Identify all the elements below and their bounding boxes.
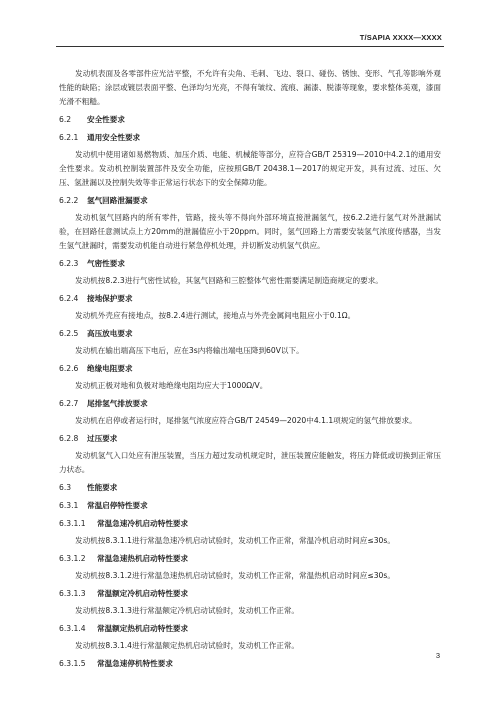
section-heading	[59, 292, 441, 306]
section-title: 安全性要求	[87, 115, 125, 124]
paragraph: 发动机氢气回路内的所有零件，管路，接头等不得向外部环境直接泄漏氢气，按6.2.2进行氢气对外泄漏试验，在回路任意测试点上方20mm的泄漏值应小于20ppm。同时，氢气回路上方需要安装氢气浓度传感器，当发生氢气泄漏时，需要发动机能自动进行紧急停机处理，并切断发动机氢气供应。	[59, 213, 441, 250]
section-number: 6.3.1	[59, 501, 79, 510]
section-title: 绝缘电阻要求	[87, 364, 133, 373]
section-number: 6.2.5	[59, 329, 79, 338]
section-number: 6.2.1	[59, 133, 79, 142]
section-heading	[59, 113, 441, 127]
section-heading	[59, 499, 441, 513]
paragraph: 发动机按8.3.1.2进行常温急速热机启动试验时，发动机工作正常，常温热机启动时间应≤30s。	[75, 571, 395, 580]
section-title: 常温急速停机特性要求	[97, 659, 173, 668]
section-number: 6.3.1.1	[59, 519, 86, 528]
section-number: 6.2.4	[59, 294, 79, 303]
section-title: 氢气回路泄漏要求	[87, 196, 148, 205]
section-heading	[59, 587, 441, 601]
section-number: 6.3.1.4	[59, 624, 86, 633]
page-number: 3	[435, 651, 440, 660]
section-number: 6.3.1.5	[59, 659, 86, 668]
section-number: 6.2	[59, 115, 72, 124]
section-heading	[59, 327, 441, 341]
section-heading	[59, 131, 441, 145]
section-number: 6.2.3	[59, 259, 79, 268]
section-title: 过压要求	[87, 434, 118, 443]
section-heading	[59, 552, 441, 566]
section-title: 常温额定热机启动特性要求	[97, 624, 189, 633]
section-heading	[59, 481, 441, 495]
paragraph: 发动机在输出端高压下电后，应在3s内将输出端电压降到60V以下。	[75, 346, 304, 355]
header-rule	[56, 46, 444, 47]
section-title: 常温急速冷机启动特性要求	[97, 519, 189, 528]
section-heading	[59, 194, 441, 208]
section-heading	[59, 432, 441, 446]
paragraph: 发动机正极对地和负极对地绝缘电阻均应大于1000Ω/V。	[75, 381, 268, 390]
section-title: 高压放电要求	[87, 329, 133, 338]
section-title: 接地保护要求	[87, 294, 133, 303]
section-title: 通用安全性要求	[87, 133, 141, 142]
section-number: 6.2.7	[59, 399, 79, 408]
section-number: 6.2.6	[59, 364, 79, 373]
section-heading	[59, 517, 441, 531]
section-title: 常温启停特性要求	[87, 501, 148, 510]
section-heading	[59, 362, 441, 376]
section-title: 尾排氢气排放要求	[87, 399, 148, 408]
section-number: 6.2.8	[59, 434, 79, 443]
section-heading	[59, 657, 441, 671]
paragraph: 发动机中使用诸如易燃物质、加压介质、电能、机械能等部分，应符合GB/T 25319—2010中4.2.1的通用安全性要求。发动机控制装置部件及安全功能，应按照GB/T 20438.1—2017的规定开发，具有过流、过压、欠压、氢泄漏以及控制失效等非正常运行状态下的安全保障功能。	[59, 150, 441, 187]
paragraph: 发动机在启停或者运行时，尾排氢气浓度应符合GB/T 24549—2020中4.1.1项规定的氢气排放要求。	[75, 416, 417, 425]
paragraph: 发动机表面及各零部件应光洁平整，不允许有尖角、毛刺、飞边、裂口、碰伤、锈蚀、变形、气孔等影响外观性能的缺陷；涂层或镀层表面平整、色泽均匀光亮，不得有皱纹、流痕、漏漆、脱漆等现象，要求整体美观，漆面光滑不粗糙。	[59, 69, 441, 106]
section-number: 6.2.2	[59, 196, 79, 205]
section-heading	[59, 257, 441, 271]
section-title: 常温额定冷机启动特性要求	[97, 589, 189, 598]
section-number: 6.3	[59, 483, 72, 492]
paragraph: 发动机按8.3.1.3进行常温额定冷机启动试验时，发动机工作正常。	[75, 606, 300, 615]
document-body	[59, 67, 441, 674]
paragraph: 发动机氢气入口处应有泄压装置，当压力超过发动机规定时，泄压装置应能触发，将压力降低或切换到正常压力状态。	[59, 451, 441, 474]
section-number: 6.3.1.2	[59, 554, 86, 563]
paragraph: 发动机按8.3.1.1进行常温急速冷机启动试验时，发动机工作正常，常温冷机启动时间应≤30s。	[75, 536, 395, 545]
paragraph: 发动机外壳应有接地点，按8.2.4进行测试，接地点与外壳金属间电阻应小于0.1Ω。	[75, 311, 356, 320]
paragraph: 发动机按8.3.1.4进行常温额定热机启动试验时，发动机工作正常。	[75, 641, 300, 650]
document-code: T/SAPIA XXXX—XXXX	[359, 33, 442, 42]
paragraph: 发动机按8.2.3进行气密性试验，其氢气回路和三腔整体气密性需要满足制造商规定的要求。	[75, 276, 383, 285]
section-number: 6.3.1.3	[59, 589, 86, 598]
section-title: 气密性要求	[87, 259, 125, 268]
section-heading	[59, 622, 441, 636]
section-heading	[59, 397, 441, 411]
section-title: 常温急速热机启动特性要求	[97, 554, 189, 563]
section-title: 性能要求	[87, 483, 118, 492]
